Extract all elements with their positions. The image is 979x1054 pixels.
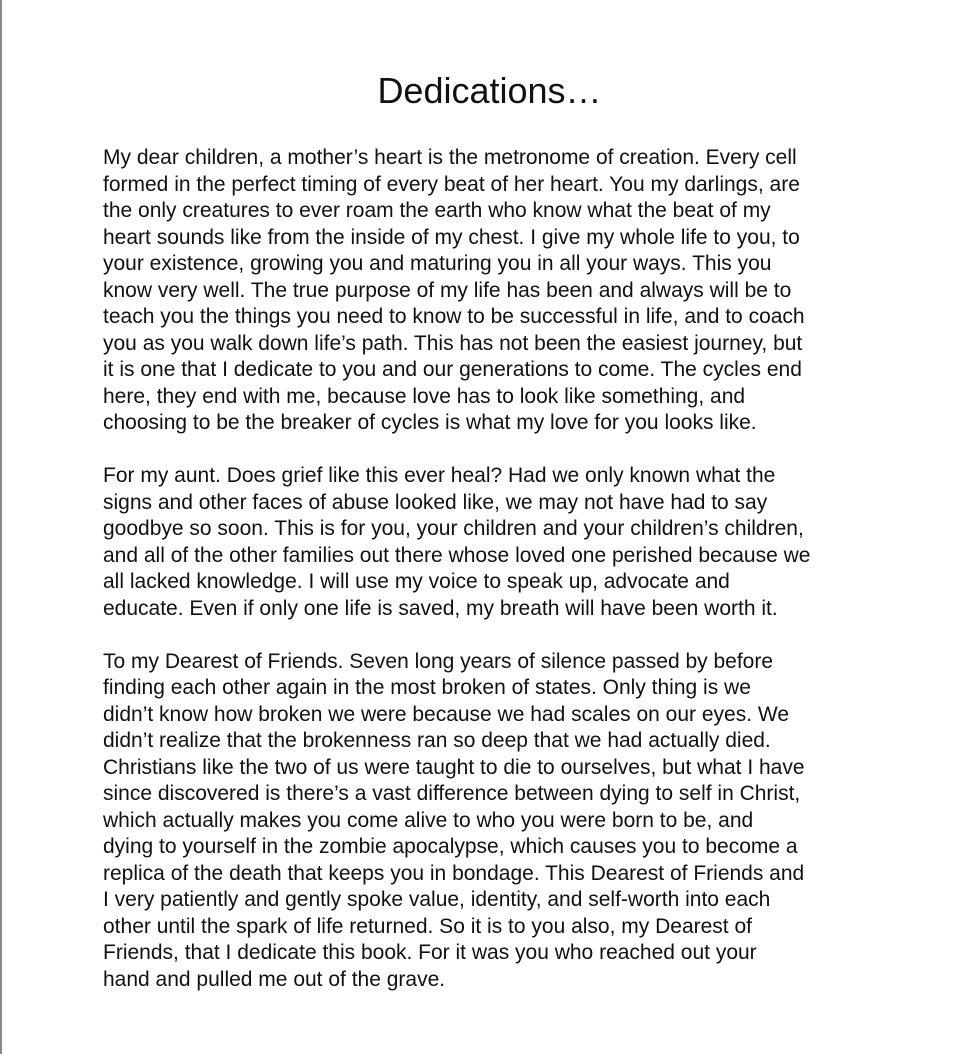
dedication-paragraph [103, 145, 810, 437]
dedication-paragraph [103, 463, 810, 622]
text-line: My dear children, a mother’s heart is the metronome of creation. Every cell [103, 146, 797, 169]
text-line: and all of the other families out there whose loved one perished because we [103, 543, 811, 567]
text-line: goodbye so soon. This is for you, your children and your children’s children, [103, 517, 804, 540]
text-line: here, they end with me, because love has to look like something, and [103, 384, 746, 408]
text-line: all lacked knowledge. I will use my voice to speak up, advocate and [103, 570, 730, 593]
text-line: didn’t realize that the brokenness ran so deep that we had actually died. [103, 729, 771, 752]
text-line: dying to yourself in the zombie apocalypse, which causes you to become a [103, 835, 798, 858]
text-line: it is one that I dedicate to you and our generations to come. The cycles end [103, 358, 802, 381]
text-line: Friends, that I dedicate this book. For it was you who reached out your [103, 941, 757, 964]
text-line: other until the spark of life returned. So it is to you also, my Dearest of [103, 914, 752, 938]
text-line: the only creatures to ever roam the earth who know what the beat of my [103, 199, 771, 222]
text-line: you as you walk down life’s path. This has not been the easiest journey, but [103, 331, 803, 355]
text-line: know very well. The true purpose of my life has been and always will be to [103, 278, 792, 302]
text-line: since discovered is there’s a vast difference between dying to self in Christ, [103, 782, 801, 805]
text-line: your existence, growing you and maturing you in all your ways. This you [103, 252, 772, 275]
text-line: signs and other faces of abuse looked like, we may not have had to say [103, 490, 768, 514]
text-line: To my Dearest of Friends. Seven long years of silence passed by before [103, 649, 774, 673]
text-line: which actually makes you come alive to who you were born to be, and [103, 808, 754, 832]
text-line: formed in the perfect timing of every beat of her heart. You my darlings, are [103, 172, 800, 196]
text-line: teach you the things you need to know to be successful in life, and to coach [103, 305, 805, 328]
text-line: educate. Even if only one life is saved, my breath will have been worth it. [103, 596, 778, 620]
text-line: Christians like the two of us were taught to die to ourselves, but what I have [103, 755, 805, 779]
text-line: replica of the death that keeps you in bondage. This Dearest of Friends and [103, 861, 805, 885]
text-line: choosing to be the breaker of cycles is what my love for you looks like. [103, 411, 757, 434]
text-line: I very patiently and gently spoke value, identity, and self-worth into each [103, 888, 771, 911]
text-line: hand and pulled me out of the grave. [103, 967, 446, 991]
text-line: finding each other again in the most broken of states. Only thing is we [103, 676, 751, 699]
text-line: For my aunt. Does grief like this ever heal? Had we only known what the [103, 464, 776, 487]
text-line: heart sounds like from the inside of my chest. I give my whole life to you, to [103, 225, 800, 249]
page-title: Dedications… [377, 70, 602, 111]
document-body [103, 145, 810, 1020]
text-line: didn’t know how broken we were because we had scales on our eyes. We [103, 702, 789, 726]
dedication-paragraph [103, 649, 810, 994]
page-left-border [0, 0, 2, 1054]
